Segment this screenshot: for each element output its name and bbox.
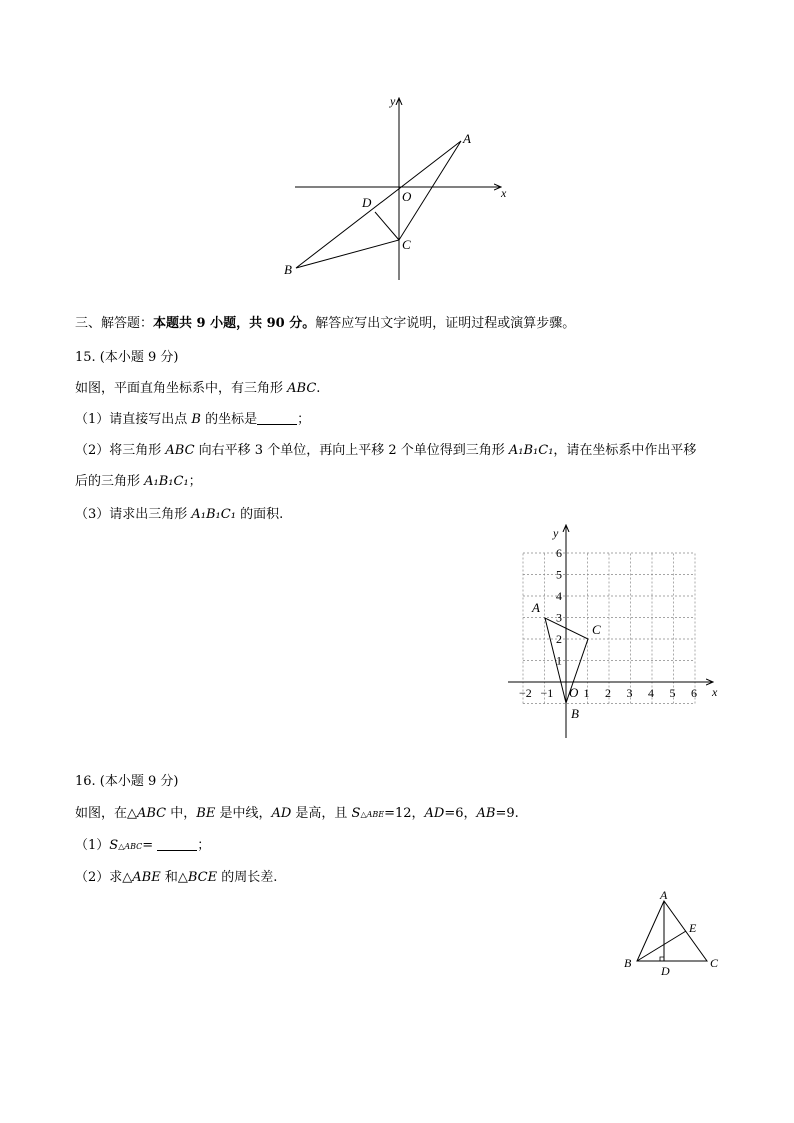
- x-tick-label: −1: [540, 686, 554, 700]
- median-be: [637, 931, 686, 961]
- x-tick-label: −2: [519, 686, 532, 700]
- triangle-abc: [296, 141, 461, 268]
- q16-part-2: （2）求△ABE 和△BCE 的周长差.: [75, 870, 278, 885]
- q15-part-2: （2）将三角形 ABC 向右平移 3 个单位，再向上平移 2 个单位得到三角形 A₁B₁C₁，请在坐标系中作出平移: [75, 443, 697, 458]
- label-b: B: [284, 262, 292, 277]
- label-d: D: [362, 195, 372, 210]
- figure-1-diagram: [280, 92, 520, 282]
- label-c: C: [710, 956, 719, 970]
- figure-3-triangle-diagram: [615, 885, 725, 980]
- y-tick-label: 2: [556, 632, 562, 646]
- right-angle-mark: [660, 957, 664, 961]
- q16-header: 16. (本小题 9 分): [75, 774, 179, 789]
- q16-intro: 如图，在△ABC 中，BE 是中线，AD 是高，且 S△ABE=12，AD=6，AB=9.: [75, 806, 519, 821]
- y-tick-labels: [556, 546, 562, 668]
- label-y: y: [390, 94, 396, 108]
- y-tick-label: 4: [556, 589, 562, 603]
- label-b: B: [624, 956, 632, 970]
- x-tick-labels: [519, 686, 697, 700]
- section-3-heading: 三、解答题：本题共 9 小题，共 90 分。解答应写出文字说明，证明过程或演算步骤。: [75, 316, 576, 331]
- q16-part-1: （1）S△ABC= ；: [75, 838, 211, 853]
- label-x: x: [501, 186, 507, 200]
- x-tick-label: 3: [626, 686, 633, 700]
- q15-part-1: （1）请直接写出点 B 的坐标是 ；: [75, 412, 311, 427]
- label-x: x: [712, 685, 718, 699]
- triangle-abc: [637, 901, 707, 961]
- q15-part-2-cont: 后的三角形 A₁B₁C₁；: [75, 474, 202, 489]
- x-tick-label: 4: [648, 686, 654, 700]
- x-tick-label: 5: [669, 686, 676, 700]
- label-c: C: [592, 622, 601, 637]
- y-tick-label: 1: [556, 653, 562, 668]
- x-tick-label: 2: [605, 686, 611, 700]
- answer-blank[interactable]: [257, 412, 297, 425]
- label-e: E: [689, 921, 697, 935]
- label-d: D: [661, 964, 670, 978]
- y-tick-label: 5: [556, 567, 562, 582]
- label-c: C: [402, 237, 411, 252]
- q15-part-3: （3）请求出三角形 A₁B₁C₁ 的面积.: [75, 507, 284, 522]
- label-a: A: [532, 600, 540, 615]
- x-tick-label: 6: [691, 686, 697, 700]
- answer-blank[interactable]: [157, 838, 197, 851]
- label-a: A: [660, 888, 668, 902]
- y-tick-label: 6: [556, 546, 562, 560]
- label-o: O: [569, 685, 579, 700]
- label-y: y: [553, 526, 559, 540]
- label-a: A: [463, 131, 471, 146]
- segment-dc: [375, 212, 399, 240]
- figure-2-grid-diagram: [505, 520, 725, 740]
- grid-lines: [523, 553, 695, 704]
- y-tick-label: 3: [556, 610, 562, 625]
- label-b: B: [571, 706, 579, 721]
- q15-header: 15. (本小题 9 分): [75, 350, 179, 365]
- q15-intro: 如图，平面直角坐标系中，有三角形 ABC.: [75, 381, 321, 396]
- x-tick-label: 1: [583, 686, 590, 700]
- label-o: O: [402, 189, 412, 204]
